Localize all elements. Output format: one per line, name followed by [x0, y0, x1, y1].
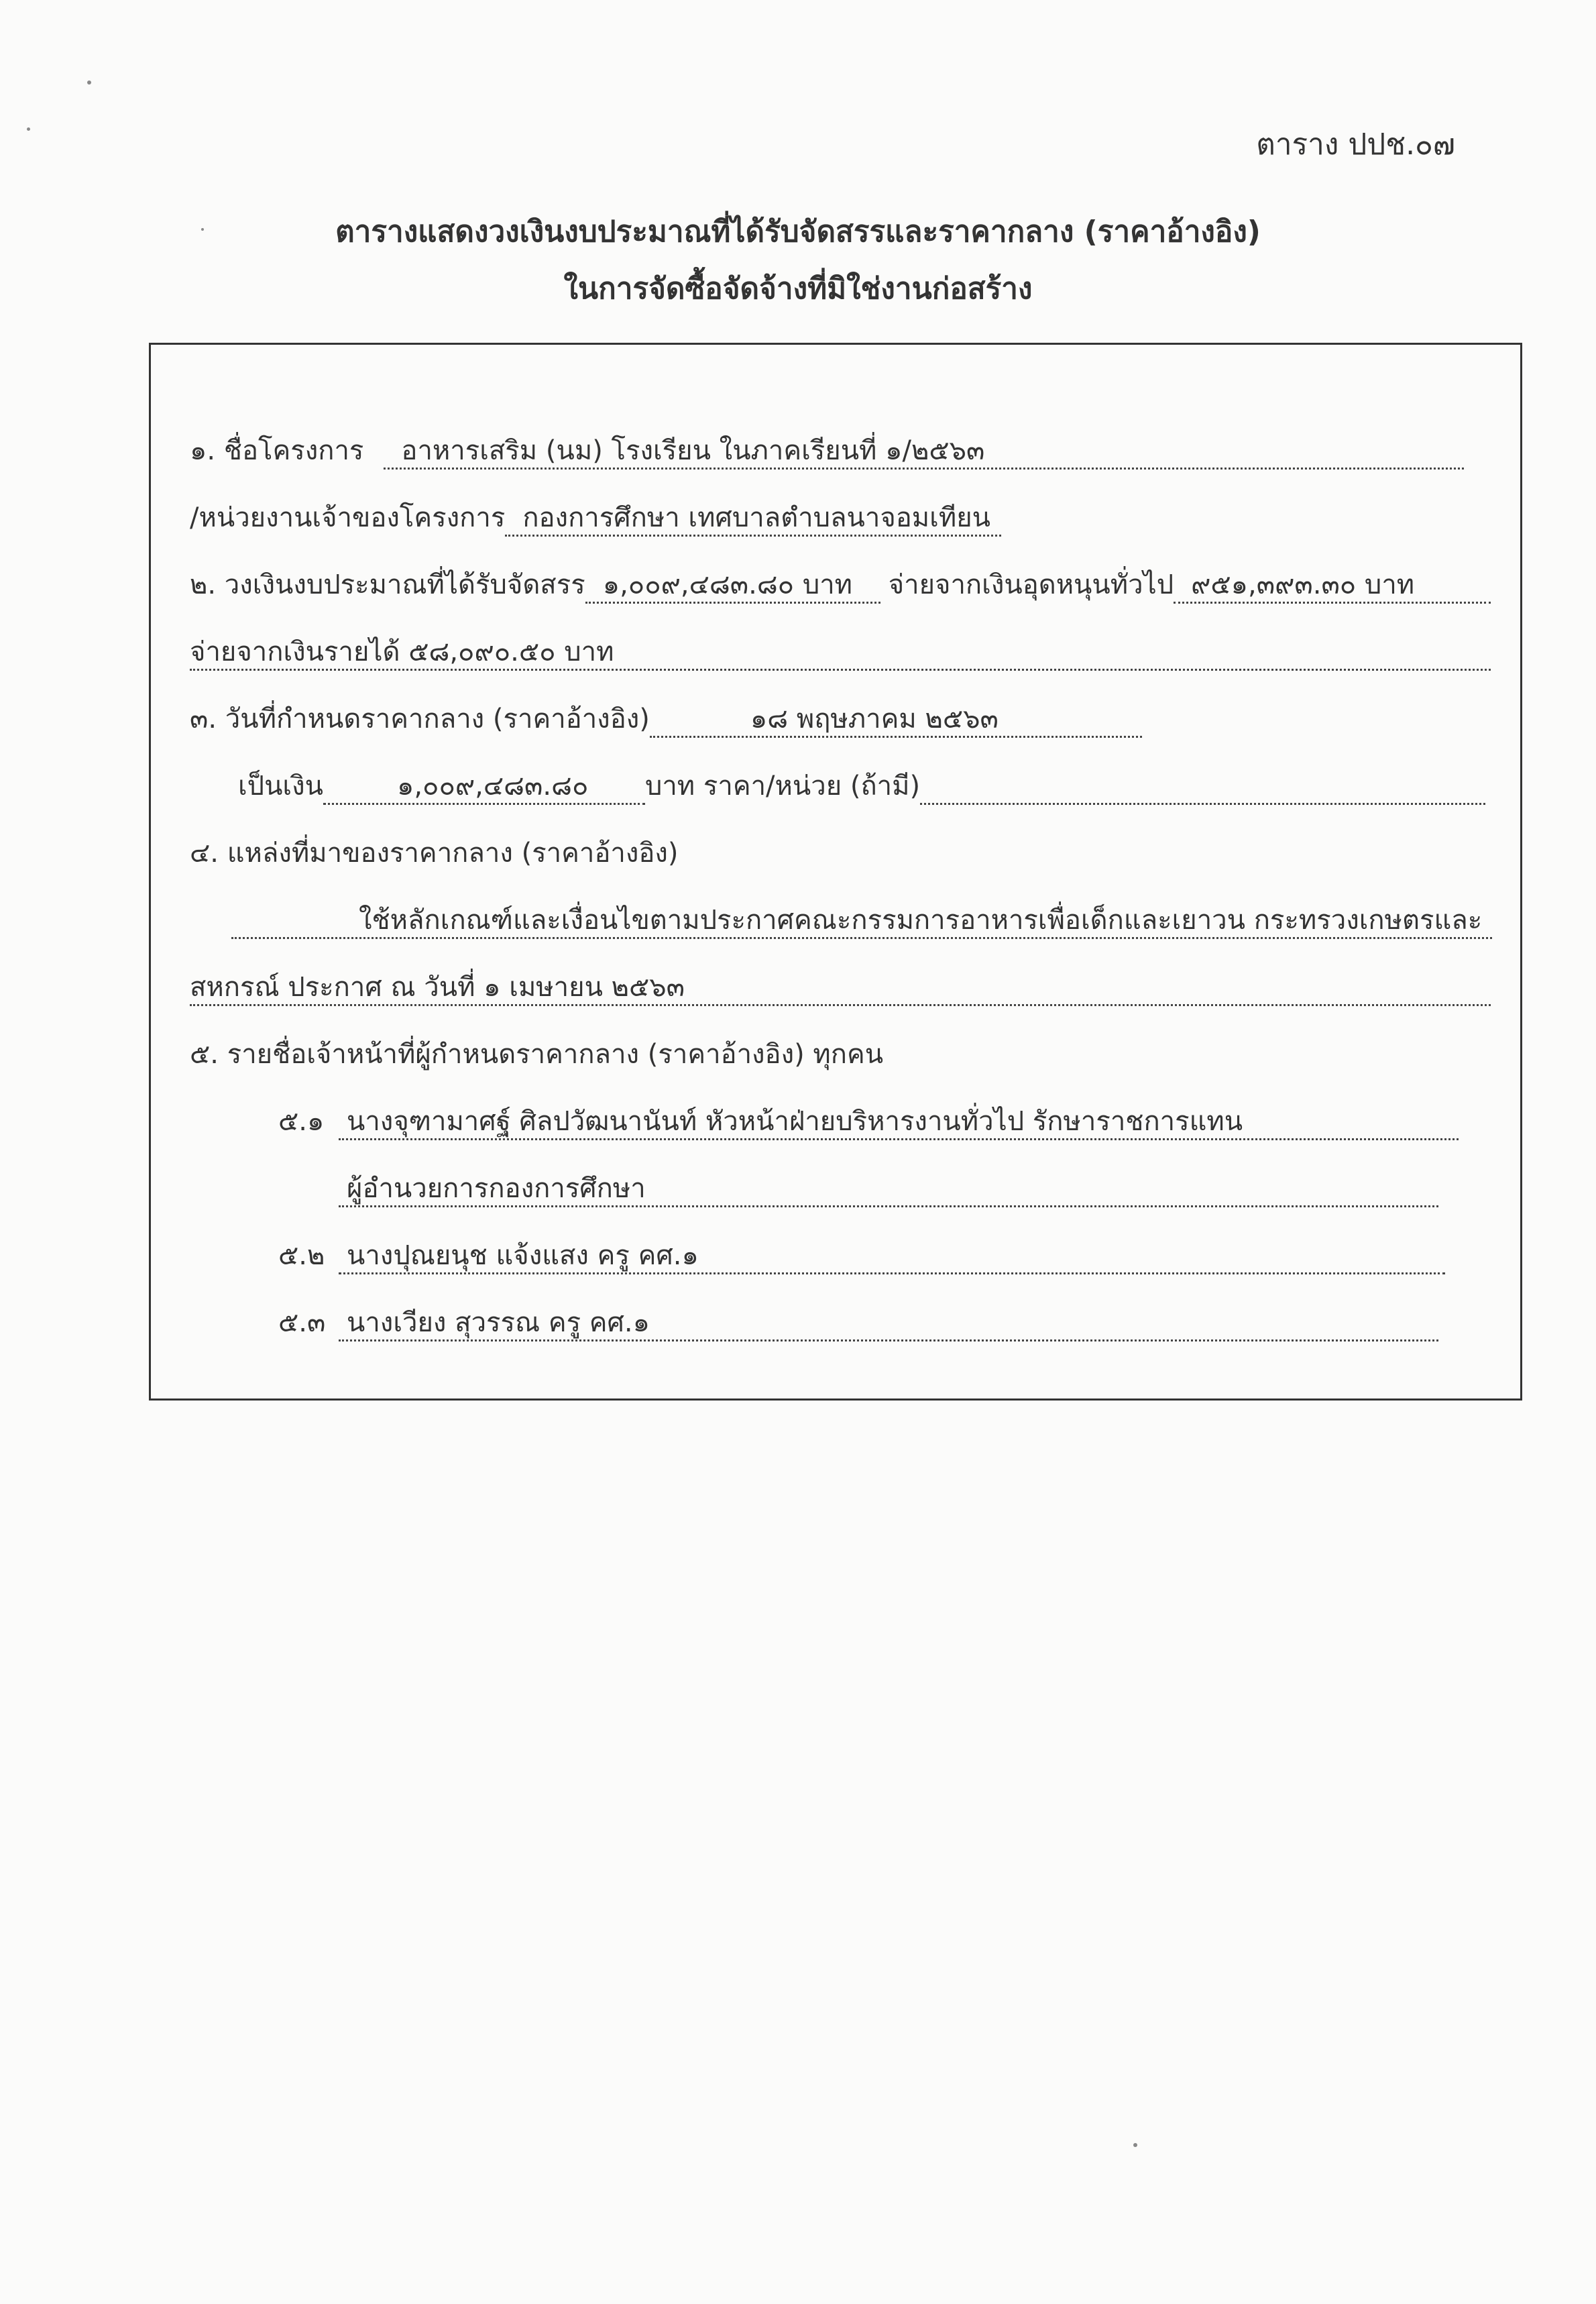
officer-row-continued: [339, 1170, 1438, 1207]
budget-amount: ๑,๐๐๙,๔๘๓.๘๐ บาท: [585, 566, 880, 604]
project-name-row: [190, 432, 1464, 470]
officer-row: [278, 1103, 1459, 1140]
officer-number: ๕.๒: [278, 1240, 325, 1271]
officer-name: นางจุฑามาศฐ์ ศิลปวัฒนานันท์ หัวหน้าฝ่ายบริหารงานทั่วไป รักษาราชการแทน: [339, 1103, 1459, 1140]
officer-row: [278, 1237, 1445, 1274]
officer-number: ๕.๑: [278, 1106, 325, 1137]
scan-speck: [87, 80, 91, 85]
form-code: ตาราง ปปช.๐๗: [1256, 127, 1455, 162]
project-owner-label: /หน่วยงานเจ้าของโครงการ: [190, 502, 506, 533]
document-subtitle: ในการจัดซื้อจัดจ้างที่มิใช่งานก่อสร้าง: [563, 272, 1033, 306]
median-price-date-value: ๑๘ พฤษภาคม ๒๕๖๓: [650, 700, 1142, 738]
scan-speck: [1133, 2143, 1137, 2147]
project-owner-value: กองการศึกษา เทศบาลตำบลนาจอมเทียน: [505, 499, 1001, 537]
revenue-row: [190, 633, 1491, 671]
officer-name: นางเวียง สุวรรณ ครู คศ.๑: [339, 1304, 1438, 1341]
median-price-date-label: ๓. วันที่กำหนดราคากลาง (ราคาอ้างอิง): [190, 704, 650, 734]
officer-position-cont: ผู้อำนวยการกองการศึกษา: [339, 1170, 1438, 1207]
unit-price-label: บาท ราคา/หน่วย (ถ้ามี): [644, 771, 921, 802]
budget-label: ๒. วงเงินงบประมาณที่ได้รับจัดสรร: [190, 569, 585, 600]
price-source-line2-row: [190, 969, 1491, 1006]
officer-row: [278, 1304, 1438, 1341]
budget-row: [190, 566, 1491, 604]
median-price-amount-label: เป็นเงิน: [238, 771, 323, 802]
price-source-line2: สหกรณ์ ประกาศ ณ วันที่ ๑ เมษายน ๒๕๖๓: [190, 969, 1491, 1006]
price-source-row: [190, 834, 1464, 872]
officer-number: ๕.๓: [278, 1307, 326, 1338]
project-owner-row: [190, 499, 1464, 537]
form-frame: [149, 343, 1522, 1401]
price-source-line1: ใช้หลักเกณฑ์และเงื่อนไขตามประกาศคณะกรรมการอาหารเพื่อเด็กและเยาวน กระทรวงเกษตรและ: [231, 901, 1492, 939]
project-name-value: อาหารเสริม (นม) โรงเรียน ในภาคเรียนที่ ๑/๒๕๖๓: [384, 432, 1464, 470]
subsidy-amount: ๙๕๑,๓๙๓.๓๐ บาท: [1174, 566, 1491, 604]
median-price-amount-value: ๑,๐๐๙,๔๘๓.๘๐: [323, 767, 645, 805]
officer-name: นางปุณยนุช แจ้งแสง ครู คศ.๑: [339, 1237, 1445, 1274]
project-name-label: ๑. ชื่อโครงการ: [190, 435, 364, 466]
median-price-amount-row: [238, 767, 1485, 805]
price-source-label: ๔. แหล่งที่มาของราคากลาง (ราคาอ้างอิง): [190, 838, 679, 869]
document-title: ตารางแสดงวงเงินงบประมาณที่ได้รับจัดสรรและราคากลาง (ราคาอ้างอิง): [335, 215, 1261, 249]
scan-speck: [27, 127, 30, 131]
median-price-date-row: [190, 700, 1142, 738]
subsidy-label: จ่ายจากเงินอุดหนุนทั่วไป: [888, 569, 1174, 600]
officers-row: [190, 1036, 1464, 1073]
price-source-line1-row: [231, 901, 1492, 939]
officers-label: ๕. รายชื่อเจ้าหน้าที่ผู้กำหนดราคากลาง (ราคาอ้างอิง) ทุกคน: [190, 1039, 884, 1070]
unit-price-value: [920, 767, 1485, 805]
revenue-value: จ่ายจากเงินรายได้ ๕๘,๐๙๐.๕๐ บาท: [190, 633, 1491, 671]
